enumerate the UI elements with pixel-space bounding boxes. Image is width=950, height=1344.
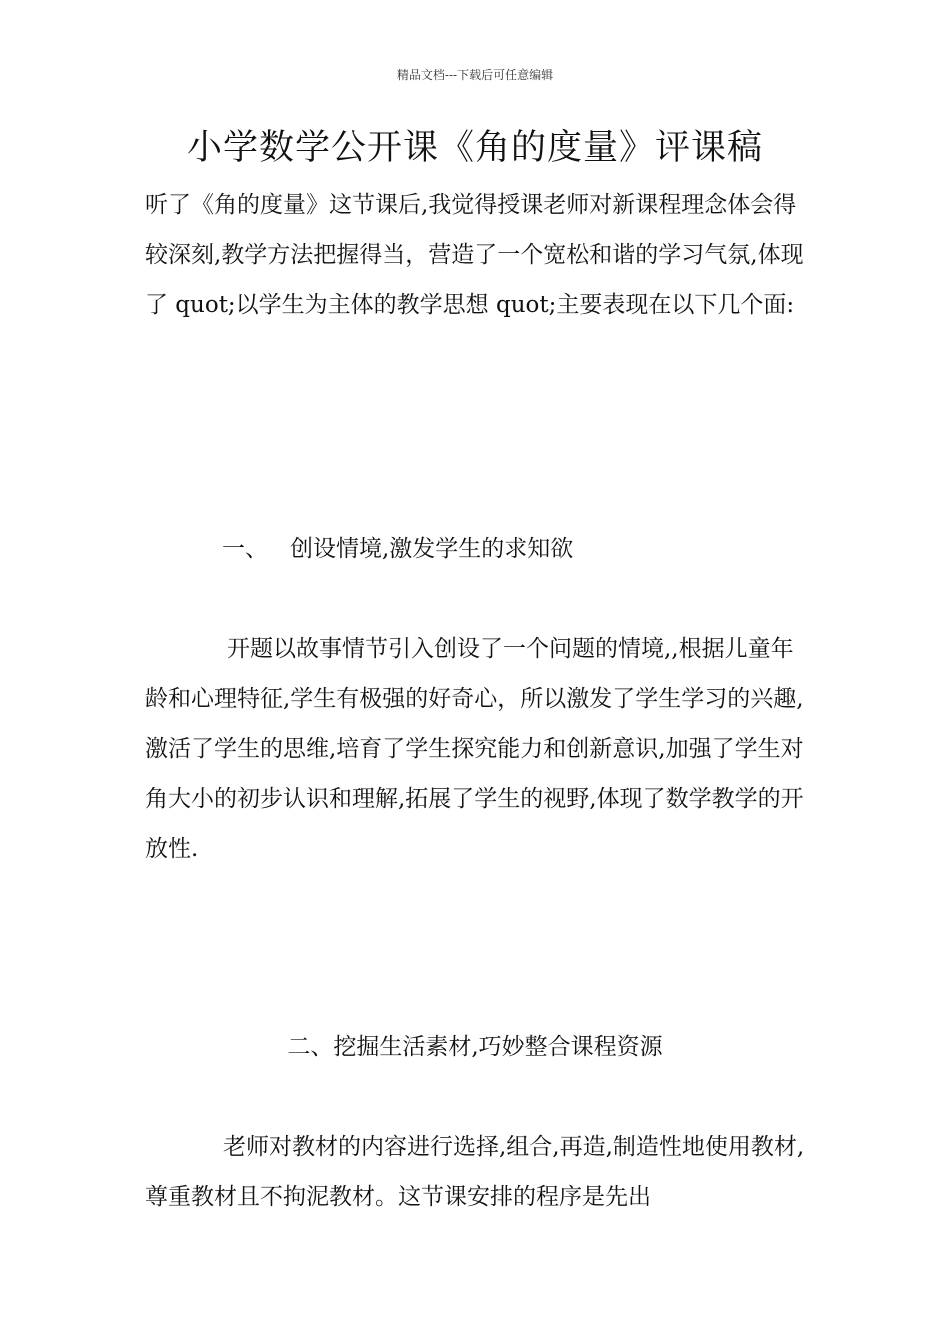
section-1-number: 一、 — [222, 536, 268, 562]
section-1-heading-text: 创设情境,激发学生的求知欲 — [290, 536, 574, 562]
page-header-note: 精品文档---下载后可任意编辑 — [396, 68, 554, 82]
section-1-heading — [222, 524, 573, 574]
intro-paragraph: 听了《角的度量》这节课后,我觉得授课老师对新课程理念体会得较深刻,教学方法把握得当，营造了一个宽松和谐的学习气氛,体现了 quot;以学生为主体的教学思想 quot;主要表现在以下几个面: — [145, 192, 804, 318]
section-1-body: 开题以故事情节引入创设了一个问题的情境,,根据儿童年龄和心理特征,学生有极强的好奇心，所以激发了学生学习的兴趣,激活了学生的思维,培育了学生探究能力和创新意识,加强了学生对角大小的初步认识和理解,拓展了学生的视野,体现了数学教学的开放性. — [145, 636, 804, 862]
document-title: 小学数学公开课《角的度量》评课稿 — [186, 128, 763, 168]
section-2-heading: 二、挖掘生活素材,巧妙整合课程资源 — [287, 1034, 663, 1060]
section-2-body: 老师对教材的内容进行选择,组合,再造,制造性地使用教材,尊重教材且不拘泥教材。这节课安排的程序是先出 — [145, 1134, 805, 1210]
